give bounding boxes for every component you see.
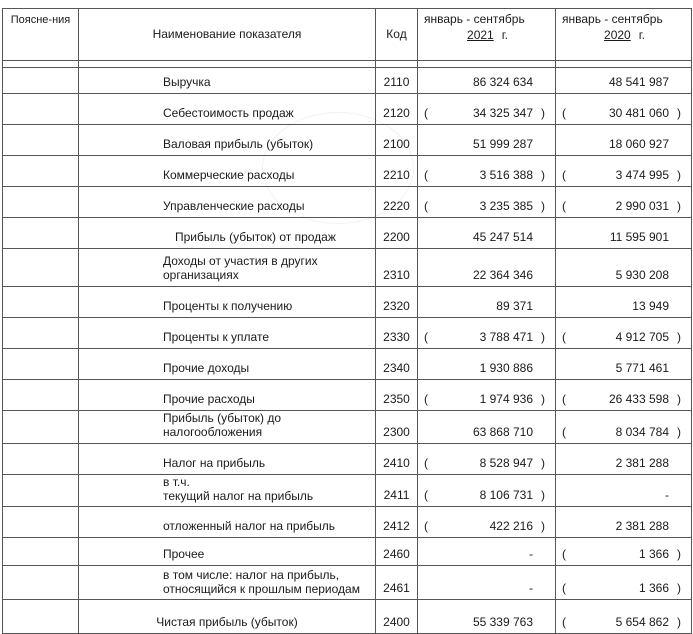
value-2021: 45 247 514 (472, 230, 533, 244)
value-2021-cell (418, 156, 556, 187)
value-2021: 86 324 634 (472, 75, 533, 89)
value-2021-cell (418, 600, 556, 634)
header-indicator-name: Наименование показателя (79, 9, 376, 61)
value-2021: 34 325 347 (472, 106, 533, 120)
indicator-code: 2110 (376, 68, 418, 94)
statement-rows (3, 68, 692, 634)
table-row (3, 94, 692, 125)
explanation-cell (3, 287, 79, 318)
period-2020-year: 2020 (604, 28, 631, 42)
table-row (3, 68, 692, 94)
value-2021: 8 528 947 (479, 456, 533, 470)
table-row (3, 125, 692, 156)
header-code: Код (376, 9, 418, 61)
open-paren: ( (562, 581, 566, 595)
value-2020: 2 381 288 (615, 456, 669, 470)
table-row (3, 444, 692, 475)
value-2021-cell (418, 249, 556, 287)
value-2020: 5 771 461 (615, 361, 669, 375)
value-2020: 1 366 (638, 581, 669, 595)
table-row (3, 507, 692, 538)
explanation-cell (3, 94, 79, 125)
value-2020-cell (556, 538, 692, 566)
value-2020-cell (556, 380, 692, 411)
open-paren: ( (562, 425, 566, 439)
value-2021-cell (418, 94, 556, 125)
explanation-cell (3, 349, 79, 380)
value-2021-cell (418, 187, 556, 218)
header-period-2020 (556, 9, 692, 61)
indicator-name: Чистая прибыль (убыток) (79, 600, 376, 634)
close-paren: ) (541, 456, 545, 470)
value-2021: 1 974 936 (479, 392, 533, 406)
value-2020-cell (556, 156, 692, 187)
table-row (3, 156, 692, 187)
value-2020: 2 381 288 (615, 519, 669, 533)
period-2020-months-text: январь - сентябрь (562, 12, 663, 26)
period-2021-year-line (424, 28, 551, 42)
value-2021-cell (418, 218, 556, 249)
indicator-code: 2410 (376, 444, 418, 475)
indicator-code: 2412 (376, 507, 418, 538)
value-2021-cell (418, 380, 556, 411)
value-2020: 3 474 995 (615, 168, 669, 182)
value-2020-cell (556, 187, 692, 218)
explanation-cell (3, 538, 79, 566)
open-paren: ( (424, 456, 428, 470)
open-paren: ( (562, 199, 566, 213)
value-2020: 8 034 784 (615, 425, 669, 439)
explanation-cell (3, 187, 79, 218)
value-2021: 22 364 346 (472, 268, 533, 282)
value-2020-cell (556, 287, 692, 318)
indicator-code: 2330 (376, 318, 418, 349)
indicator-name: отложенный налог на прибыль (79, 507, 376, 538)
indicator-code: 2461 (376, 566, 418, 600)
table-row (3, 349, 692, 380)
indicator-code: 2310 (376, 249, 418, 287)
indicator-name: в т.ч. текущий налог на прибыль (79, 475, 376, 507)
close-paren: ) (677, 168, 681, 182)
indicator-name: Валовая прибыль (убыток) (79, 125, 376, 156)
value-2020-cell (556, 218, 692, 249)
value-2021-cell (418, 318, 556, 349)
value-2020: - (665, 488, 669, 502)
indicator-name: Проценты к уплате (79, 318, 376, 349)
value-2020-cell (556, 94, 692, 125)
value-2021-cell (418, 444, 556, 475)
close-paren: ) (677, 330, 681, 344)
value-2020: 1 366 (638, 547, 669, 561)
close-paren: ) (541, 392, 545, 406)
value-2021: - (529, 547, 533, 561)
indicator-code: 2350 (376, 380, 418, 411)
value-2021-cell (418, 566, 556, 600)
header-explanation: Поясне-ния (3, 9, 79, 61)
close-paren: ) (541, 106, 545, 120)
indicator-name: в том числе: налог на прибыль, относящийся к прошлым периодам (79, 566, 376, 600)
table-row (3, 187, 692, 218)
header-gap-row (3, 61, 692, 68)
indicator-code: 2411 (376, 475, 418, 507)
explanation-cell (3, 444, 79, 475)
period-2021-months-text: январь - сентябрь (424, 12, 525, 26)
value-2020: 30 481 060 (608, 106, 669, 120)
indicator-name: Прибыль (убыток) от продаж (79, 218, 376, 249)
period-2020-year-line (562, 28, 687, 42)
close-paren: ) (541, 488, 545, 502)
indicator-name: Себестоимость продаж (79, 94, 376, 125)
close-paren: ) (541, 519, 545, 533)
open-paren: ( (424, 519, 428, 533)
value-2020: 2 990 031 (615, 199, 669, 213)
value-2020-cell (556, 444, 692, 475)
indicator-code: 2400 (376, 600, 418, 634)
table-row (3, 318, 692, 349)
table-row (3, 380, 692, 411)
indicator-name: Прочее (79, 538, 376, 566)
value-2020-cell (556, 349, 692, 380)
indicator-name: Выручка (79, 68, 376, 94)
explanation-cell (3, 507, 79, 538)
value-2021-cell (418, 349, 556, 380)
indicator-code: 2200 (376, 218, 418, 249)
value-2020: 11 595 901 (609, 230, 669, 244)
open-paren: ( (424, 330, 428, 344)
open-paren: ( (562, 615, 566, 629)
indicator-name: Проценты к получению (79, 287, 376, 318)
value-2020: 48 541 987 (608, 75, 669, 89)
table-row (3, 600, 692, 634)
explanation-cell (3, 566, 79, 600)
value-2021-cell (418, 475, 556, 507)
explanation-cell (3, 411, 79, 444)
open-paren: ( (562, 330, 566, 344)
open-paren: ( (424, 168, 428, 182)
period-2021-months (424, 12, 551, 26)
indicator-name: Управленческие расходы (79, 187, 376, 218)
table-row (3, 411, 692, 444)
value-2020-cell (556, 68, 692, 94)
value-2020-cell (556, 411, 692, 444)
open-paren: ( (562, 392, 566, 406)
close-paren: ) (677, 199, 681, 213)
close-paren: ) (541, 199, 545, 213)
table-row (3, 218, 692, 249)
table-row (3, 287, 692, 318)
value-2020-cell (556, 249, 692, 287)
indicator-name: Прочие расходы (79, 380, 376, 411)
period-2021-year-suffix: г. (501, 28, 508, 42)
explanation-cell (3, 249, 79, 287)
value-2020-cell (556, 475, 692, 507)
explanation-cell (3, 380, 79, 411)
value-2021: 89 371 (496, 299, 533, 313)
value-2021: 3 235 385 (479, 199, 533, 213)
value-2021: 422 216 (489, 519, 533, 533)
explanation-cell (3, 156, 79, 187)
indicator-code: 2100 (376, 125, 418, 156)
table-row (3, 566, 692, 600)
explanation-cell (3, 600, 79, 634)
open-paren: ( (562, 106, 566, 120)
value-2020-cell (556, 507, 692, 538)
table-row (3, 538, 692, 566)
value-2020: 13 949 (632, 299, 669, 313)
period-2020-year-suffix: г. (638, 28, 645, 42)
value-2021: 3 788 471 (479, 330, 533, 344)
value-2020: 26 433 598 (608, 392, 669, 406)
value-2021: 63 868 710 (472, 425, 533, 439)
open-paren: ( (424, 106, 428, 120)
period-2020-months (562, 12, 687, 26)
close-paren: ) (677, 547, 681, 561)
indicator-name: Налог на прибыль (79, 444, 376, 475)
period-2021-year: 2021 (467, 28, 494, 42)
value-2020: 4 912 705 (615, 330, 669, 344)
value-2021: 1 930 886 (479, 361, 533, 375)
header-row (3, 9, 692, 61)
income-statement-table (2, 8, 692, 634)
open-paren: ( (424, 488, 428, 502)
value-2020-cell (556, 125, 692, 156)
explanation-cell (3, 475, 79, 507)
indicator-name: Прочие доходы (79, 349, 376, 380)
open-paren: ( (424, 392, 428, 406)
value-2021-cell (418, 68, 556, 94)
open-paren: ( (562, 547, 566, 561)
indicator-code: 2120 (376, 94, 418, 125)
close-paren: ) (677, 425, 681, 439)
value-2021: 55 339 763 (472, 615, 533, 629)
value-2021-cell (418, 538, 556, 566)
indicator-code: 2460 (376, 538, 418, 566)
value-2021: 3 516 388 (479, 168, 533, 182)
indicator-name: Доходы от участия в других организациях (79, 249, 376, 287)
close-paren: ) (677, 106, 681, 120)
explanation-cell (3, 218, 79, 249)
indicator-code: 2340 (376, 349, 418, 380)
open-paren: ( (424, 199, 428, 213)
value-2020: 5 654 862 (615, 615, 669, 629)
value-2021: 51 999 287 (472, 137, 533, 151)
value-2021-cell (418, 507, 556, 538)
value-2020: 5 930 208 (615, 268, 669, 282)
value-2020-cell (556, 318, 692, 349)
close-paren: ) (541, 330, 545, 344)
explanation-cell (3, 318, 79, 349)
explanation-cell (3, 68, 79, 94)
value-2020: 18 060 927 (608, 137, 669, 151)
indicator-code: 2210 (376, 156, 418, 187)
indicator-code: 2320 (376, 287, 418, 318)
header-period-2021 (418, 9, 556, 61)
explanation-cell (3, 125, 79, 156)
indicator-name: Коммерческие расходы (79, 156, 376, 187)
close-paren: ) (677, 615, 681, 629)
value-2021-cell (418, 411, 556, 444)
value-2021-cell (418, 125, 556, 156)
value-2021: 8 106 731 (479, 488, 533, 502)
value-2021-cell (418, 287, 556, 318)
value-2021: - (529, 581, 533, 595)
value-2020-cell (556, 600, 692, 634)
open-paren: ( (562, 168, 566, 182)
indicator-code: 2300 (376, 411, 418, 444)
indicator-name: Прибыль (убыток) до налогообложения (79, 411, 376, 444)
close-paren: ) (677, 392, 681, 406)
close-paren: ) (541, 168, 545, 182)
table-row (3, 475, 692, 507)
indicator-code: 2220 (376, 187, 418, 218)
table-row (3, 249, 692, 287)
value-2020-cell (556, 566, 692, 600)
close-paren: ) (677, 581, 681, 595)
